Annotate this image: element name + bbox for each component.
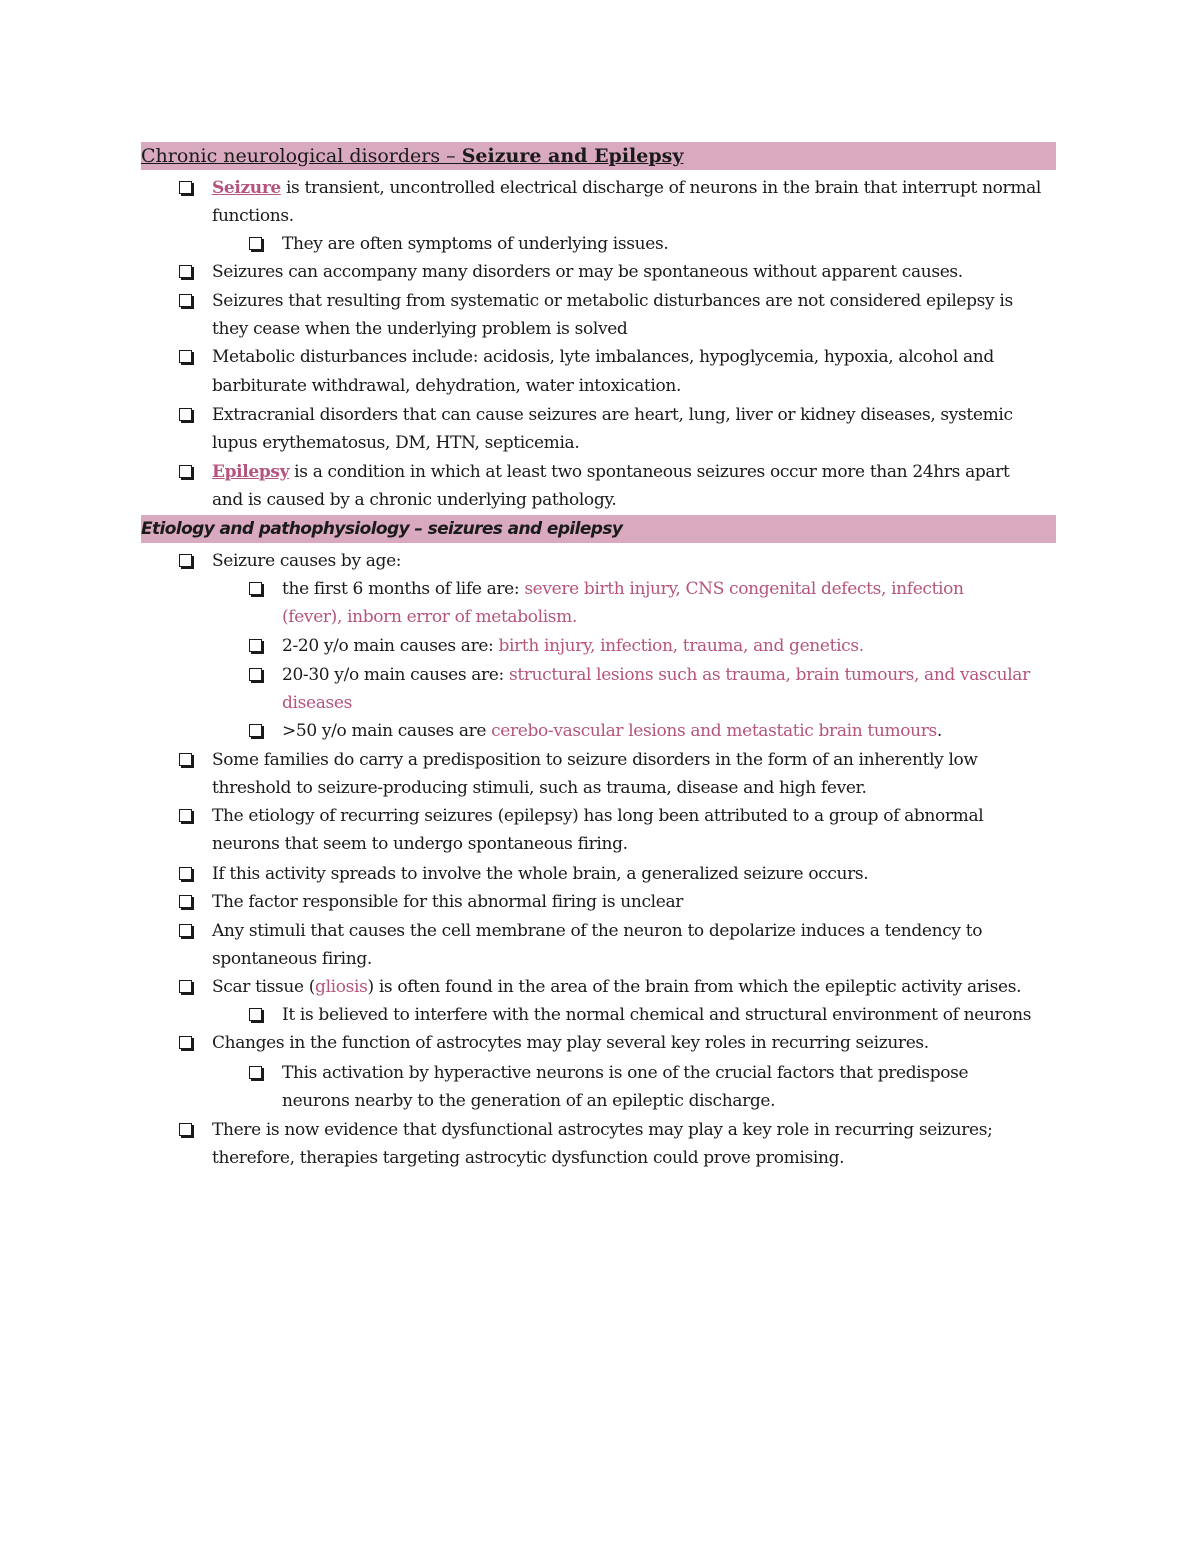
checkbox-icon [179,809,192,822]
checkbox-icon [179,753,192,766]
checkbox-icon [179,408,192,421]
checkbox-icon [179,924,192,937]
checkbox-icon [249,237,262,250]
checkbox-icon [249,724,262,737]
document-page: Chronic neurological disorders – Seizure and Epilepsy Seizure is transient, uncontrolled electrical discharge of neurons in the brain that interrupt normal functions. They are often symptoms of underlying issues. Seizures can accompany many disorders or may be spontaneous without apparent causes. Seizures that resulting from systematic or metabolic disturbances are not considered epilepsy is they cease when the underlying problem is solved Metabolic disturbances include: acidosis, lyte imbalances, hypoglycemia, hypoxia, alcohol and barbiturate withdrawal, dehydration, water intoxication. Extracranial disorders that can cause seizures are heart, lung, liver or kidney diseases, systemic lupus erythematosus, DM, HTN, septicemia. Epilepsy is a condition in which at least two spontaneous seizures occur more than 24hrs apart and is caused by a chronic underlying pathology. Etiology and pathophysiology – seizures and epilepsy Seizure causes by age: the first 6 months of life are: severe birth injury, CNS congenital defects, infection (fever), inborn error of metabolism. 2-20 y/o main causes are: birth injury, infection, trauma, and genetics. 20-30 y/o main causes are: structural lesions such as trauma, brain tumours, and vascular diseases >50 y/o main causes are cerebo-vascular lesions and metastatic brain tumours. Some families do carry a predisposition to seizure disorders in the form of an inherently low threshold to seizure-producing stimuli, such as trauma, disease and high fever. The etiology of recurring seizures (epilepsy) has long been attributed to a group of abnormal neurons that seem to undergo spontaneous firing. If this activity spreads to involve the whole brain, a generalized seizure occurs. The factor responsible for this abnormal firing is unclear Any stimuli that causes the cell membrane of the neuron to depolarize induces a tendency to spontaneous firing. Scar tissue (gliosis) is often found in the area of the brain from which the epileptic activity arises. It is believed to interfere with the normal chemical and structural environment of neurons Changes in the function of astrocytes may play several key roles in recurring seizures. This activation by hyperactive neurons is one of the crucial factors that predispose neurons nearby to the generation of an epileptic discharge. There is now evidence that dysfunctional astrocytes may play a key role in recurring seizures; therefore, therapies targeting astrocytic dysfunction could prove promising. [0,0,1200,1553]
checkbox-icon [249,668,262,681]
section-heading-etiology: Etiology and pathophysiology – seizures and epilepsy [141,515,1056,543]
checkbox-icon [249,1008,262,1021]
checkbox-icon [179,181,192,194]
checkbox-icon [179,1123,192,1136]
heading-topic: Seizure and Epilepsy [461,145,684,167]
checkbox-icon [179,1036,192,1049]
checkbox-icon [179,465,192,478]
checkbox-icon [179,980,192,993]
heading-prefix: Chronic neurological disorders – [141,145,462,167]
term-epilepsy: Epilepsy [212,462,290,482]
checkbox-icon [179,265,192,278]
checkbox-icon [179,294,192,307]
checkbox-icon [179,867,192,880]
section-heading-chronic-disorders [141,142,1056,170]
checkbox-icon [179,554,192,567]
checkbox-icon [179,350,192,363]
checkbox-icon [249,639,262,652]
term-gliosis: gliosis [315,977,368,997]
checkbox-icon [249,582,262,595]
term-seizure: Seizure [212,178,281,198]
checkbox-icon [179,895,192,908]
checkbox-icon [249,1066,262,1079]
